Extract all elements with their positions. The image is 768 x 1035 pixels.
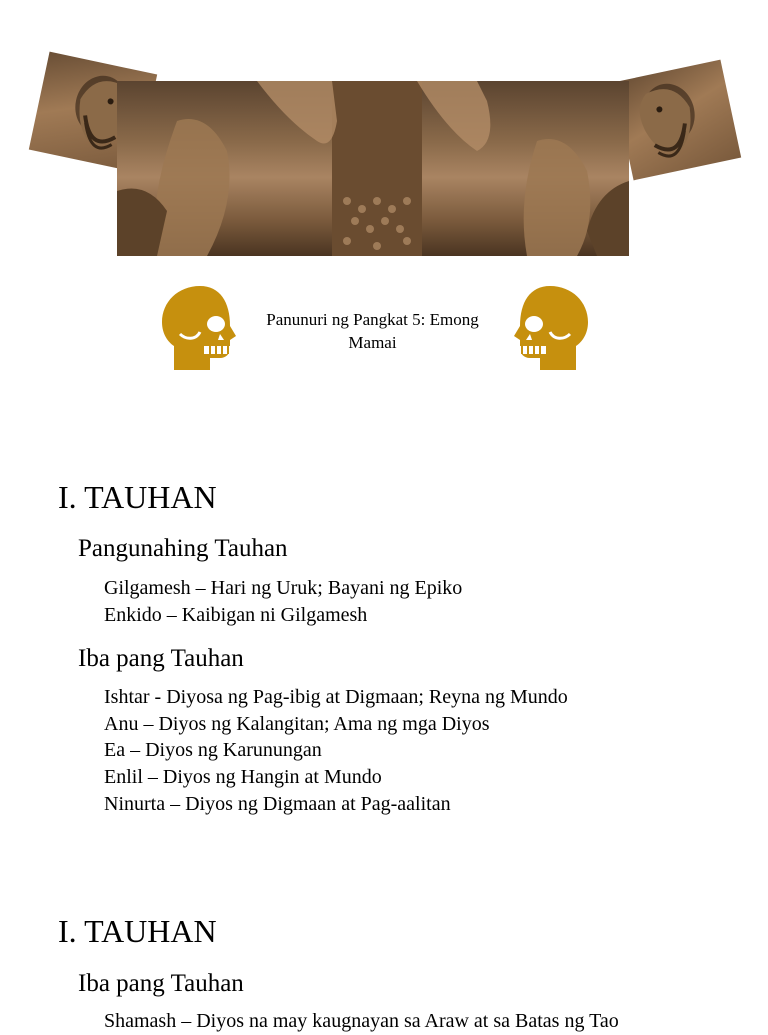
- list-item: Enkido – Kaibigan ni Gilgamesh: [104, 603, 368, 626]
- subsection-heading: Iba pang Tauhan: [78, 970, 244, 997]
- skull-head-icon: [160, 284, 240, 372]
- presentation-subtitle: Panunuri ng Pangkat 5: Emong Mamai: [266, 310, 479, 352]
- list-item: Ishtar - Diyosa ng Pag-ibig at Digmaan; Reyna ng Mundo: [104, 686, 568, 708]
- list-item: Ninurta – Diyos ng Digmaan at Pag-aalitan: [104, 792, 451, 815]
- subsection-heading: Pangunahing Tauhan: [78, 535, 288, 562]
- list-item: Shamash – Diyos na may kaugnayan sa Araw at sa Batas ng Tao: [104, 1010, 619, 1032]
- gilgamesh-relief-image: [117, 81, 629, 256]
- assyrian-king-relief-right-image: [613, 60, 741, 181]
- character-list: [104, 684, 568, 818]
- list-item: Gilgamesh – Hari ng Uruk; Bayani ng Epiko: [104, 577, 463, 599]
- character-list: [104, 575, 462, 628]
- skull-head-icon: [510, 284, 590, 372]
- subsection-heading: Iba pang Tauhan: [78, 645, 244, 672]
- character-list: [104, 1008, 619, 1035]
- section-title: I. TAUHAN: [58, 479, 217, 515]
- list-item: Anu – Diyos ng Kalangitan; Ama ng mga Diyos: [104, 712, 490, 735]
- header-banner: [0, 0, 768, 270]
- list-item: Ea – Diyos ng Karunungan: [104, 739, 322, 762]
- list-item: Enlil – Diyos ng Hangin at Mundo: [104, 766, 382, 789]
- section-title: I. TAUHAN: [58, 913, 217, 949]
